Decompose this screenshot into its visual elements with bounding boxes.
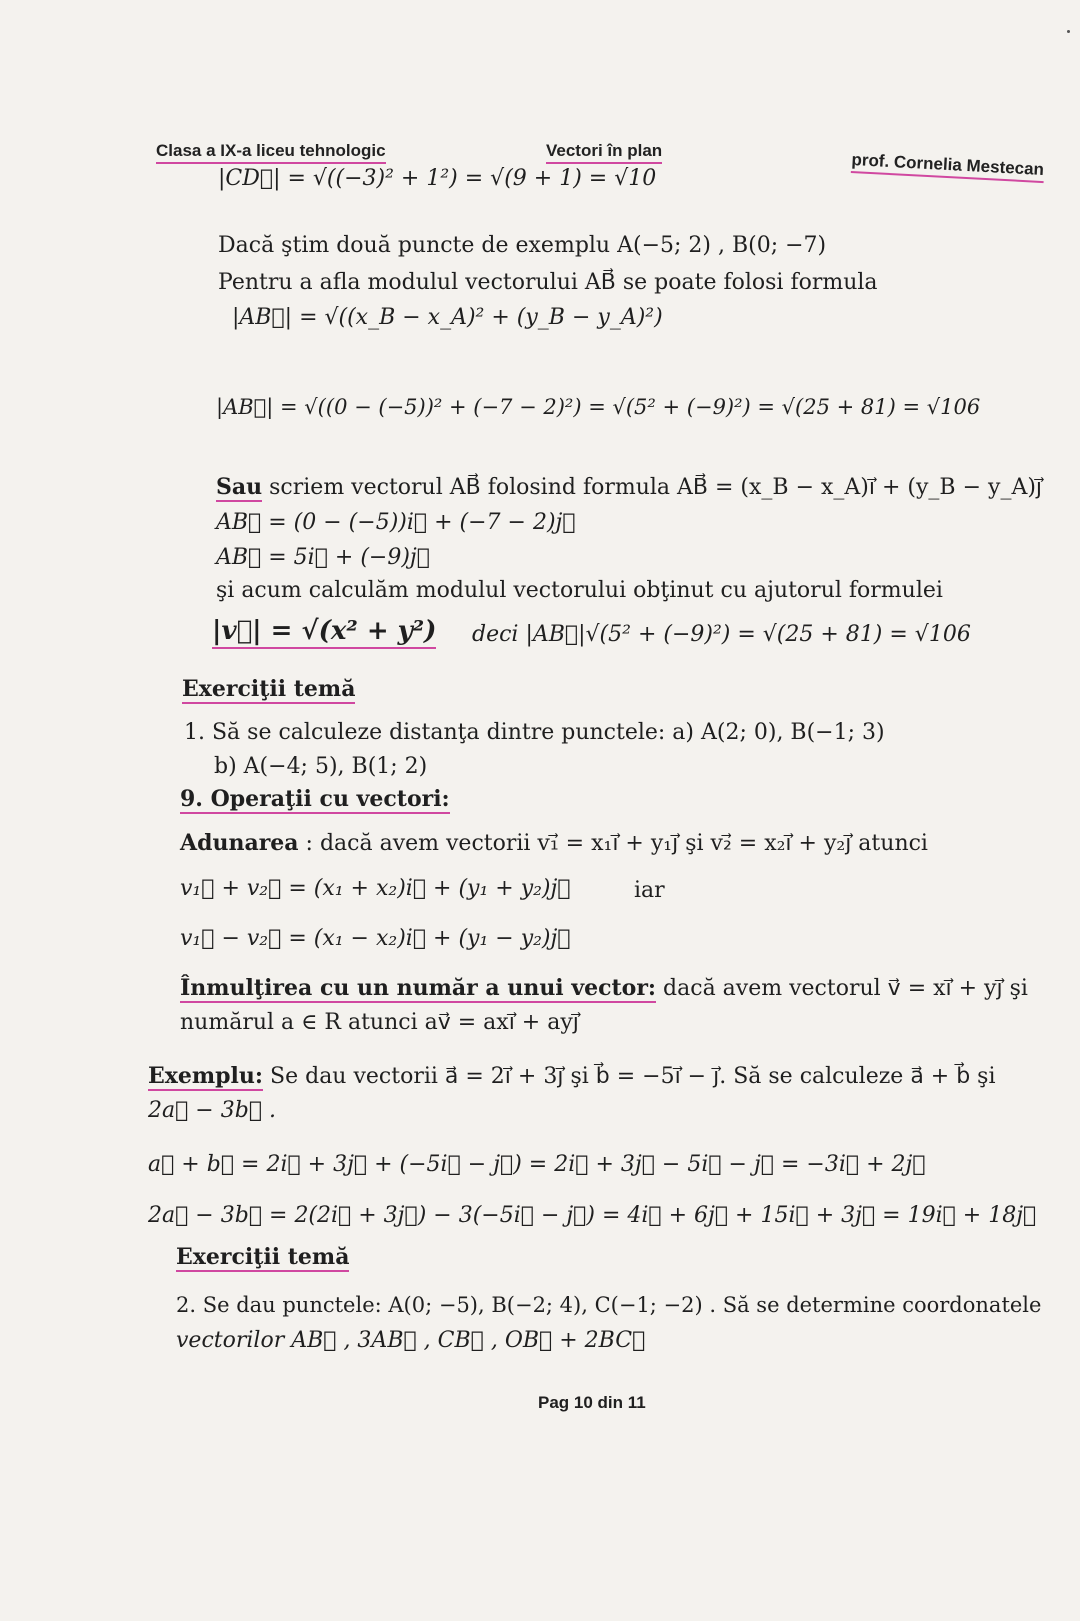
paper-speck [1067, 30, 1070, 33]
exemplu-line [148, 1063, 996, 1090]
exercitii-tema-1: Exerciţii temă [182, 676, 355, 704]
header-author: prof. Cornelia Mestecan [851, 150, 1045, 183]
exercitii-tema-2: Exerciţii temă [176, 1244, 349, 1272]
sau-line [216, 474, 1042, 501]
exemplu-line2: 2a⃗ − 3b⃗ . [148, 1098, 277, 1123]
adunarea-line [180, 830, 928, 857]
deci-line: deci |AB⃗|√(5² + (−9)²) = √(25 + 81) = √106 [472, 622, 971, 647]
header-class: Clasa a IX-a liceu tehnologic [156, 141, 386, 164]
diff-formula-line: v₁⃗ − v₂⃗ = (x₁ − x₂)i⃗ + (y₁ − y₂)j⃗ [180, 926, 571, 951]
combo-example-line: 2a⃗ − 3b⃗ = 2(2i⃗ + 3j⃗) − 3(−5i⃗ − j⃗) = 4i⃗ + 6j⃗ + 15i⃗ + 3j⃗ = 19i⃗ + 18j⃗ [148, 1203, 1037, 1228]
ab-calculation-line: |AB⃗| = √((0 − (−5))² + (−7 − 2)²) = √(5² + (−9)²) = √(25 + 81) = √106 [216, 395, 981, 419]
ab-step1-line: AB⃗ = (0 − (−5))i⃗ + (−7 − 2)j⃗ [216, 510, 576, 535]
exemplu-rest: Se dau vectorii a⃗ = 2i⃗ + 3j⃗ şi b⃗ = −5i⃗ − j⃗. Să se calculeze a⃗ + b⃗ şi [263, 1064, 996, 1089]
sau-rest: scriem vectorul AB⃗ folosind formula AB⃗ = (x_B − x_A)i⃗ + (y_B − y_A)j⃗ [262, 475, 1043, 500]
iar-word: iar [634, 878, 665, 903]
section9-title: 9. Operaţii cu vectori: [180, 786, 450, 814]
sum-example-line: a⃗ + b⃗ = 2i⃗ + 3j⃗ + (−5i⃗ − j⃗) = 2i⃗ + 3j⃗ − 5i⃗ − j⃗ = −3i⃗ + 2j⃗ [148, 1152, 926, 1177]
inmultirea-label: Înmulţirea cu un număr a unui vector: [180, 975, 657, 1001]
adunarea-label: Adunarea [180, 830, 299, 856]
ab-formula-line: |AB⃗| = √((x_B − x_A)² + (y_B − y_A)²) [232, 305, 663, 330]
intro-formula-line: Pentru a afla modulul vectorului AB⃗ se poate folosi formula [218, 270, 878, 295]
exercise1-line2: b) A(−4; 5), B(1; 2) [214, 754, 428, 779]
intro-points-line: Dacă ştim două puncte de exemplu A(−5; 2) , B(0; −7) [218, 233, 827, 258]
cd-modulus-line: |CD⃗| = √((−3)² + 1²) = √(9 + 1) = √10 [218, 166, 657, 191]
page-number: Pag 10 din 11 [538, 1393, 646, 1412]
sum-formula-line: v₁⃗ + v₂⃗ = (x₁ + x₂)i⃗ + (y₁ + y₂)j⃗ [180, 876, 571, 901]
adunarea-rest: : dacă avem vectorii v₁⃗ = x₁i⃗ + y₁j⃗ şi v₂⃗ = x₂i⃗ + y₂j⃗ atunci [298, 831, 928, 856]
inmultirea-rest: dacă avem vectorul v⃗ = xi⃗ + yj⃗ şi [656, 976, 1028, 1001]
exercise2-line2: vectorilor AB⃗ , 3AB⃗ , CB⃗ , OB⃗ + 2BC⃗ [176, 1328, 646, 1353]
sau-word: Sau [216, 474, 263, 500]
inmultirea-line [180, 975, 1028, 1002]
acum-calc-line: şi acum calculăm modulul vectorului obţinut cu ajutorul formulei [216, 578, 943, 603]
ab-step2-line: AB⃗ = 5i⃗ + (−9)j⃗ [216, 545, 430, 570]
inmultirea-line2: numărul a ∈ R atunci av⃗ = axi⃗ + ayj⃗ [180, 1010, 579, 1035]
exercise1-line1: 1. Să se calculeze distanţa dintre punctele: a) A(2; 0), B(−1; 3) [184, 720, 885, 745]
exemplu-label: Exemplu: [148, 1063, 264, 1089]
exercise2-line1: 2. Se dau punctele: A(0; −5), B(−2; 4), C(−1; −2) . Să se determine coordonatele [176, 1293, 1042, 1317]
header-title: Vectori în plan [546, 141, 662, 164]
v-modulus-formula: |v⃗| = √(x² + y²) [212, 616, 436, 649]
